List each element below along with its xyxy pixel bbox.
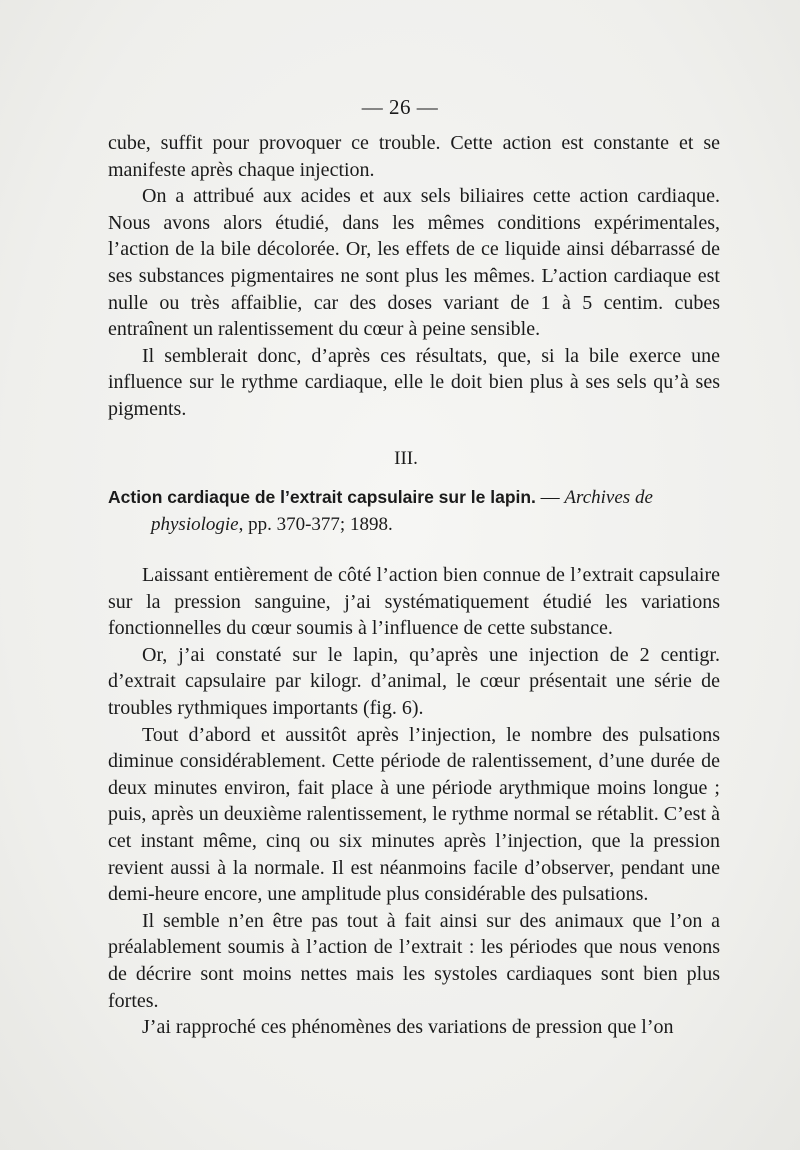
paragraph: Il semble n’en être pas tout à fait ainsi sur des animaux que l’on a préalablement soumis à l’action de l’extrait : les périodes que nous venons de décrire sont moins nettes mais les systoles cardiaques sont bien plus fortes. (108, 909, 720, 1012)
text-block-top (108, 130, 720, 423)
paragraph: J’ai rapproché ces phénomènes des variations de pression que l’on (142, 1016, 674, 1039)
paragraph: On a attribué aux acides et aux sels biliaires cette action cardiaque. Nous avons alors étudié, dans les mêmes conditions expérimentales, l’action de la bile décolorée. Or, les effets de ce liquide ainsi débarrassé de ses substances pigmentaires ne sont plus les mêmes. L’action cardiaque est nulle ou très affaiblie, car des doses variant de 1 à 5 centim. cubes entraînent un ralentissement du cœur à peine sensible. (108, 185, 720, 341)
paragraph: Laissant entièrement de côté l’action bien connue de l’extrait capsulaire sur la pression sanguine, j’ai systématiquement étudié les variations fonctionnelles du cœur soumis à l’influence de cette substance. (108, 564, 720, 640)
section-citation (108, 484, 720, 538)
citation-dash: — (535, 487, 565, 508)
citation-journal-cont: physiologie (151, 514, 239, 535)
paragraph: Tout d’abord et aussitôt après l’injection, le nombre des pulsations diminue considérablement. Cette période de ralentissement, d’une durée de deux minutes environ, fait place à une période arythmique moins longue ; puis, après un deuxième ralentissement, le rythme normal se rétablit. C’est à cet instant même, cinq ou six minutes après l’injection, que la pression revient aussi à la normale. Il est néanmoins facile d’observer, pendant une demi-heure encore, une amplitude plus considérable des pulsations. (108, 723, 720, 906)
paragraph: cube, suffit pour provoquer ce trouble. Cette action est constante et se manifeste après chaque injection. (108, 132, 720, 181)
citation-journal: Archives de (564, 487, 653, 508)
page-number: — 26 — (361, 95, 439, 119)
paragraph: Or, j’ai constaté sur le lapin, qu’après une injection de 2 centigr. d’extrait capsulaire par kilogr. d’animal, le cœur présentait une série de troubles rythmiques importants (fig. 6). (108, 643, 720, 719)
citation-details: , pp. 370-377; 1898. (238, 514, 393, 535)
citation-title: Action cardiaque de l’extrait capsulaire sur le lapin. (108, 487, 536, 507)
section-number: III. (394, 448, 418, 469)
text-block-bottom (108, 562, 720, 1041)
paragraph: Il semblerait donc, d’après ces résultats, que, si la bile exerce une influence sur le rythme cardiaque, elle le doit bien plus à ses sels qu’à ses pigments. (108, 344, 720, 420)
citation-continuation (108, 511, 720, 538)
